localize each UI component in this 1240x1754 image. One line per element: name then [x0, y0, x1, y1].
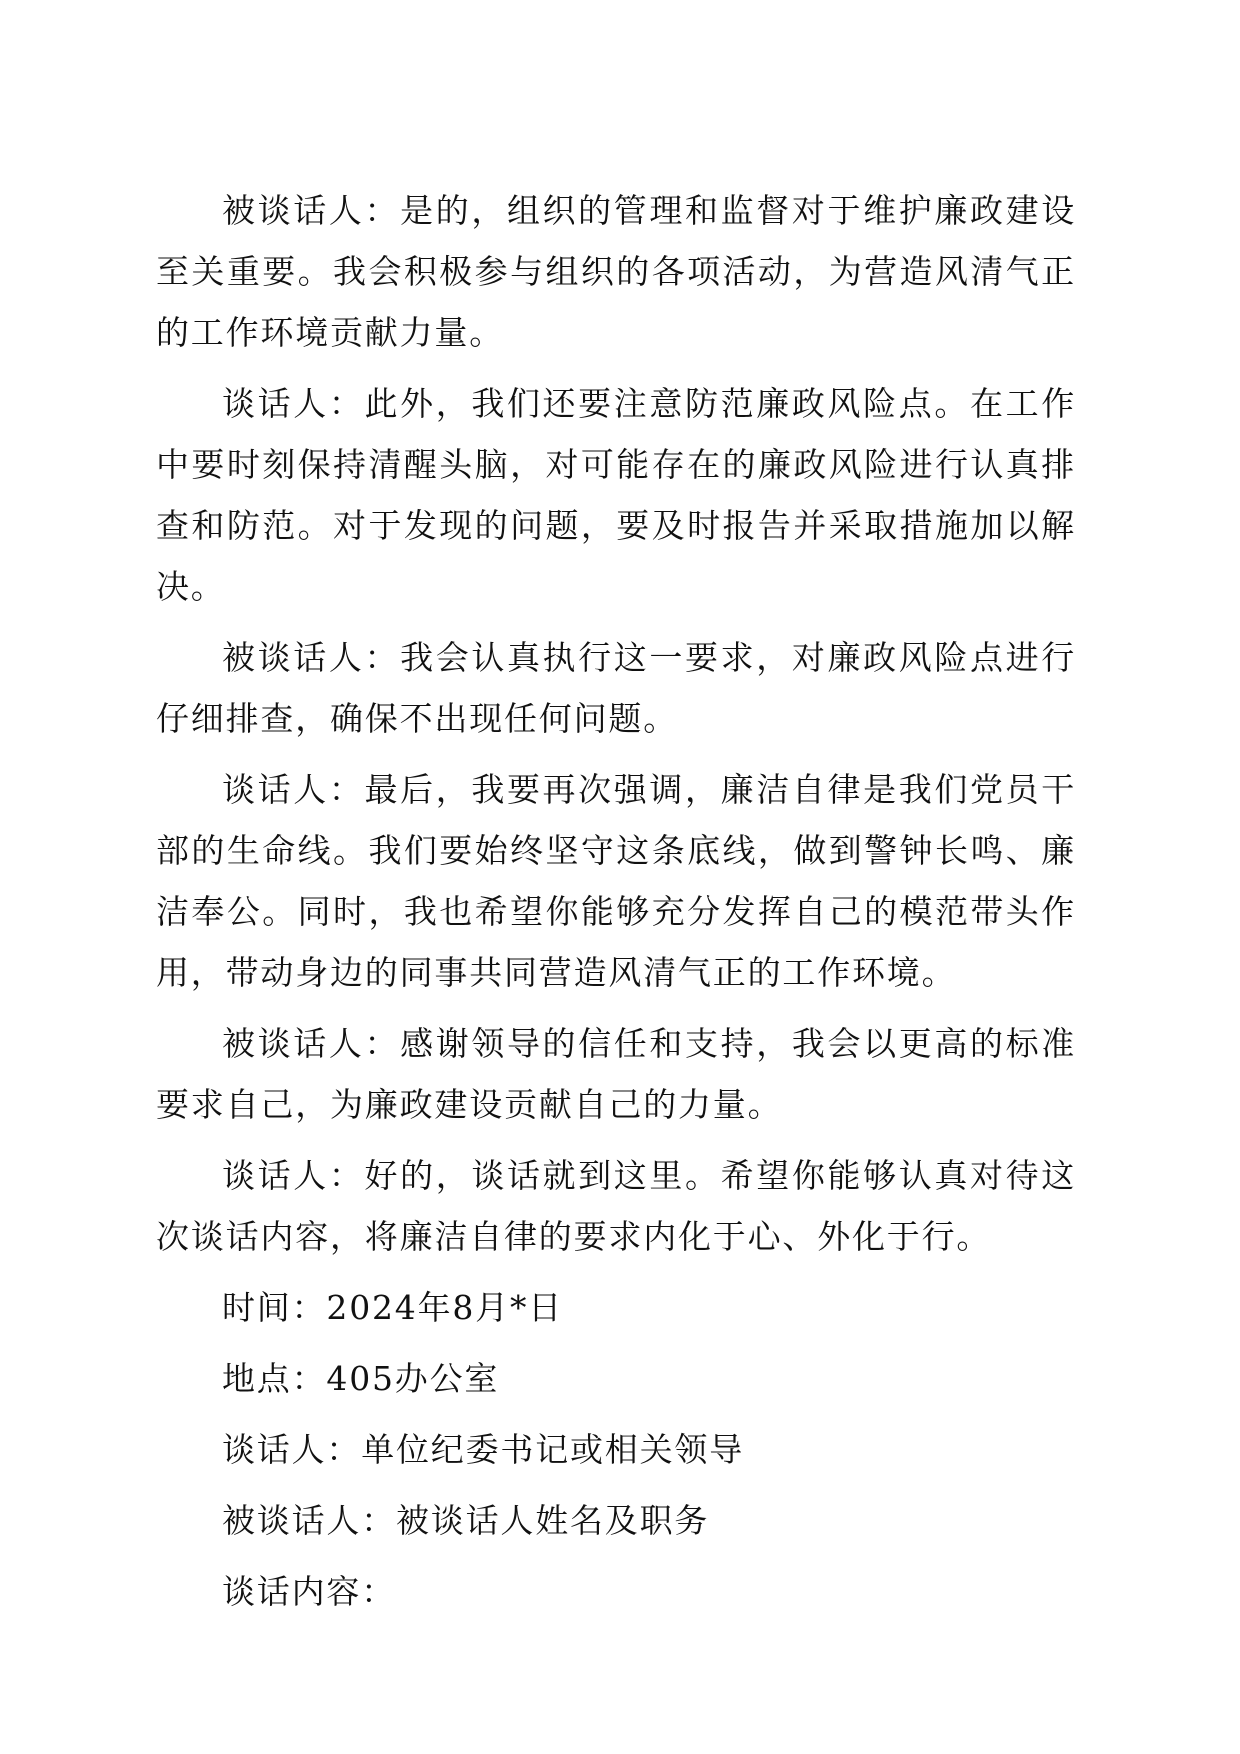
paragraph-interviewee-reply-3: 被谈话人：感谢领导的信任和支持，我会以更高的标准要求自己，为廉政建设贡献自己的力量。: [156, 1024, 1076, 1124]
document-body: [156, 180, 1076, 1632]
meta-time: 时间：2024年8月*日: [222, 1288, 564, 1327]
meta-interviewee: 被谈话人：被谈话人姓名及职务: [222, 1501, 710, 1540]
paragraph-interviewer-closing: 谈话人：好的，谈话就到这里。希望你能够认真对待这次谈话内容，将廉洁自律的要求内化于心、外化于行。: [156, 1156, 1076, 1256]
meta-interviewer: 谈话人：单位纪委书记或相关领导: [222, 1430, 744, 1469]
paragraph-interviewer-final-emphasis: 谈话人：最后，我要再次强调，廉洁自律是我们党员干部的生命线。我们要始终坚守这条底线，做到警钟长鸣、廉洁奉公。同时，我也希望你能够充分发挥自己的模范带头作用，带动身边的同事共同营造风清气正的工作环境。: [156, 770, 1076, 992]
meta-content-label: 谈话内容：: [222, 1572, 396, 1611]
paragraph-interviewee-reply-1: 被谈话人：是的，组织的管理和监督对于维护廉政建设至关重要。我会积极参与组织的各项活动，为营造风清气正的工作环境贡献力量。: [156, 191, 1076, 352]
paragraph-interviewee-reply-2: 被谈话人：我会认真执行这一要求，对廉政风险点进行仔细排查，确保不出现任何问题。: [156, 638, 1076, 738]
meta-place: 地点：405办公室: [222, 1359, 500, 1398]
paragraph-interviewer-risk-points: 谈话人：此外，我们还要注意防范廉政风险点。在工作中要时刻保持清醒头脑，对可能存在的廉政风险进行认真排查和防范。对于发现的问题，要及时报告并采取措施加以解决。: [156, 384, 1076, 606]
